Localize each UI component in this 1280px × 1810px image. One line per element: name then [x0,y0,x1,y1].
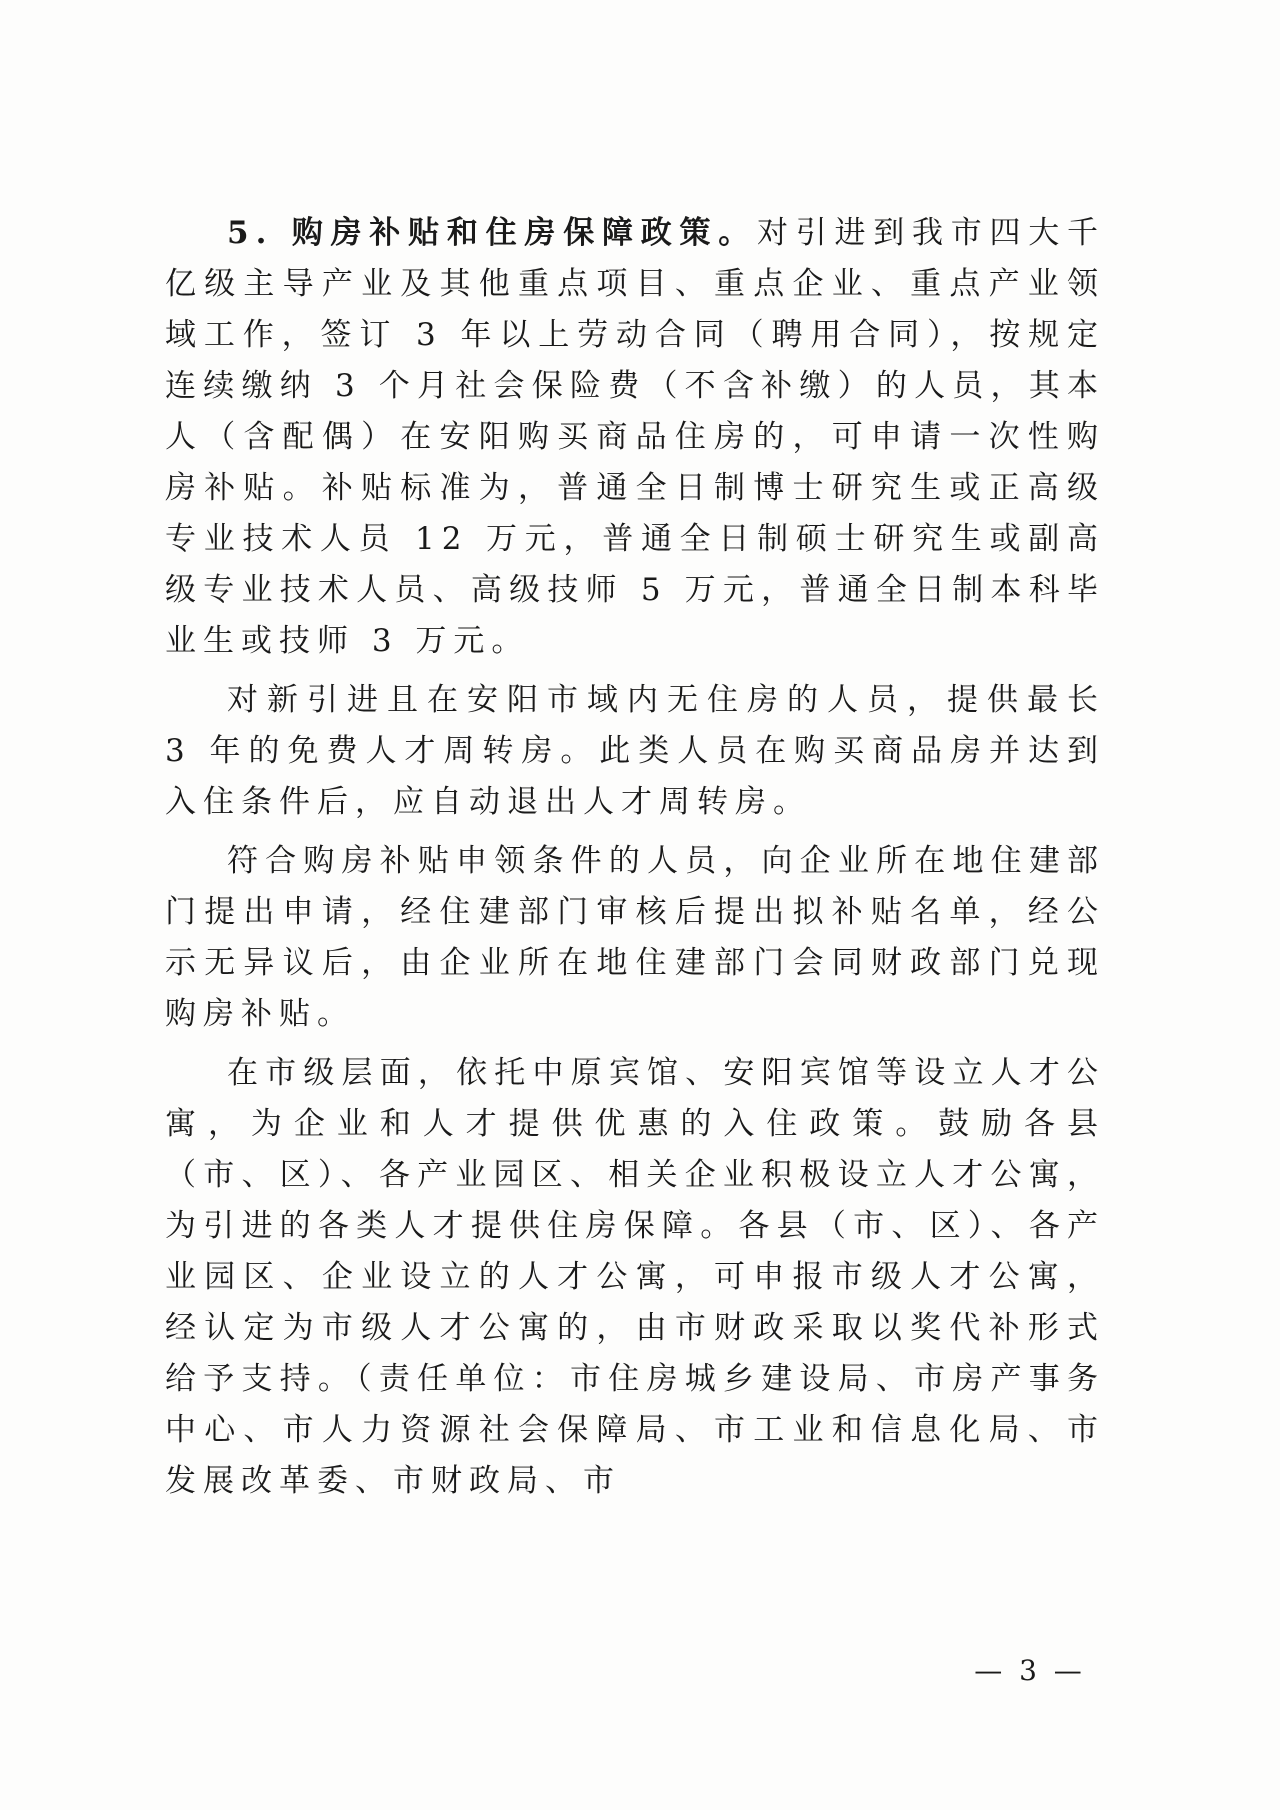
section-heading: 5. 购房补贴和住房保障政策。 [227,215,757,251]
paragraph-turnover-housing: 对新引进且在安阳市域内无住房的人员，提供最长 3 年的免费人才周转房。此类人员在购买商品房并达到入住条件后，应自动退出人才周转房。 [165,682,1105,820]
paragraph-text: 对引进到我市四大千亿级主导产业及其他重点项目、重点企业、重点产业领域工作，签订 3 年以上劳动合同（聘用合同），按规定连续缴纳 3 个月社会保险费（不含补缴）的人员，其本人（含配偶）在安阳购买商品住房的，可申请一次性购房补贴。补贴标准为，普通全日制博士研究生或正高级专业技术人员 12 万元，普通全日制硕士研究生或副高级专业技术人员、高级技师 5 万元，普通全日制本科毕业生或技师 3 万元。 [165,215,1106,659]
document-body [165,208,1105,1515]
page-number: — 3 — [974,1654,1086,1687]
paragraph-housing-subsidy [165,208,1105,667]
paragraph-talent-apartments: 在市级层面，依托中原宾馆、安阳宾馆等设立人才公寓，为企业和人才提供优惠的入住政策。鼓励各县（市、区）、各产业园区、相关企业积极设立人才公寓，为引进的各类人才提供住房保障。各县（市、区）、各产业园区、企业设立的人才公寓，可申报市级人才公寓，经认定为市级人才公寓的，由市财政采取以奖代补形式给予支持。（责任单位：市住房城乡建设局、市房产事务中心、市人力资源社会保障局、市工业和信息化局、市发展改革委、市财政局、市 [165,1055,1105,1499]
paragraph-application-process: 符合购房补贴申领条件的人员，向企业所在地住建部门提出申请，经住建部门审核后提出拟补贴名单，经公示无异议后，由企业所在地住建部门会同财政部门兑现购房补贴。 [165,843,1105,1032]
